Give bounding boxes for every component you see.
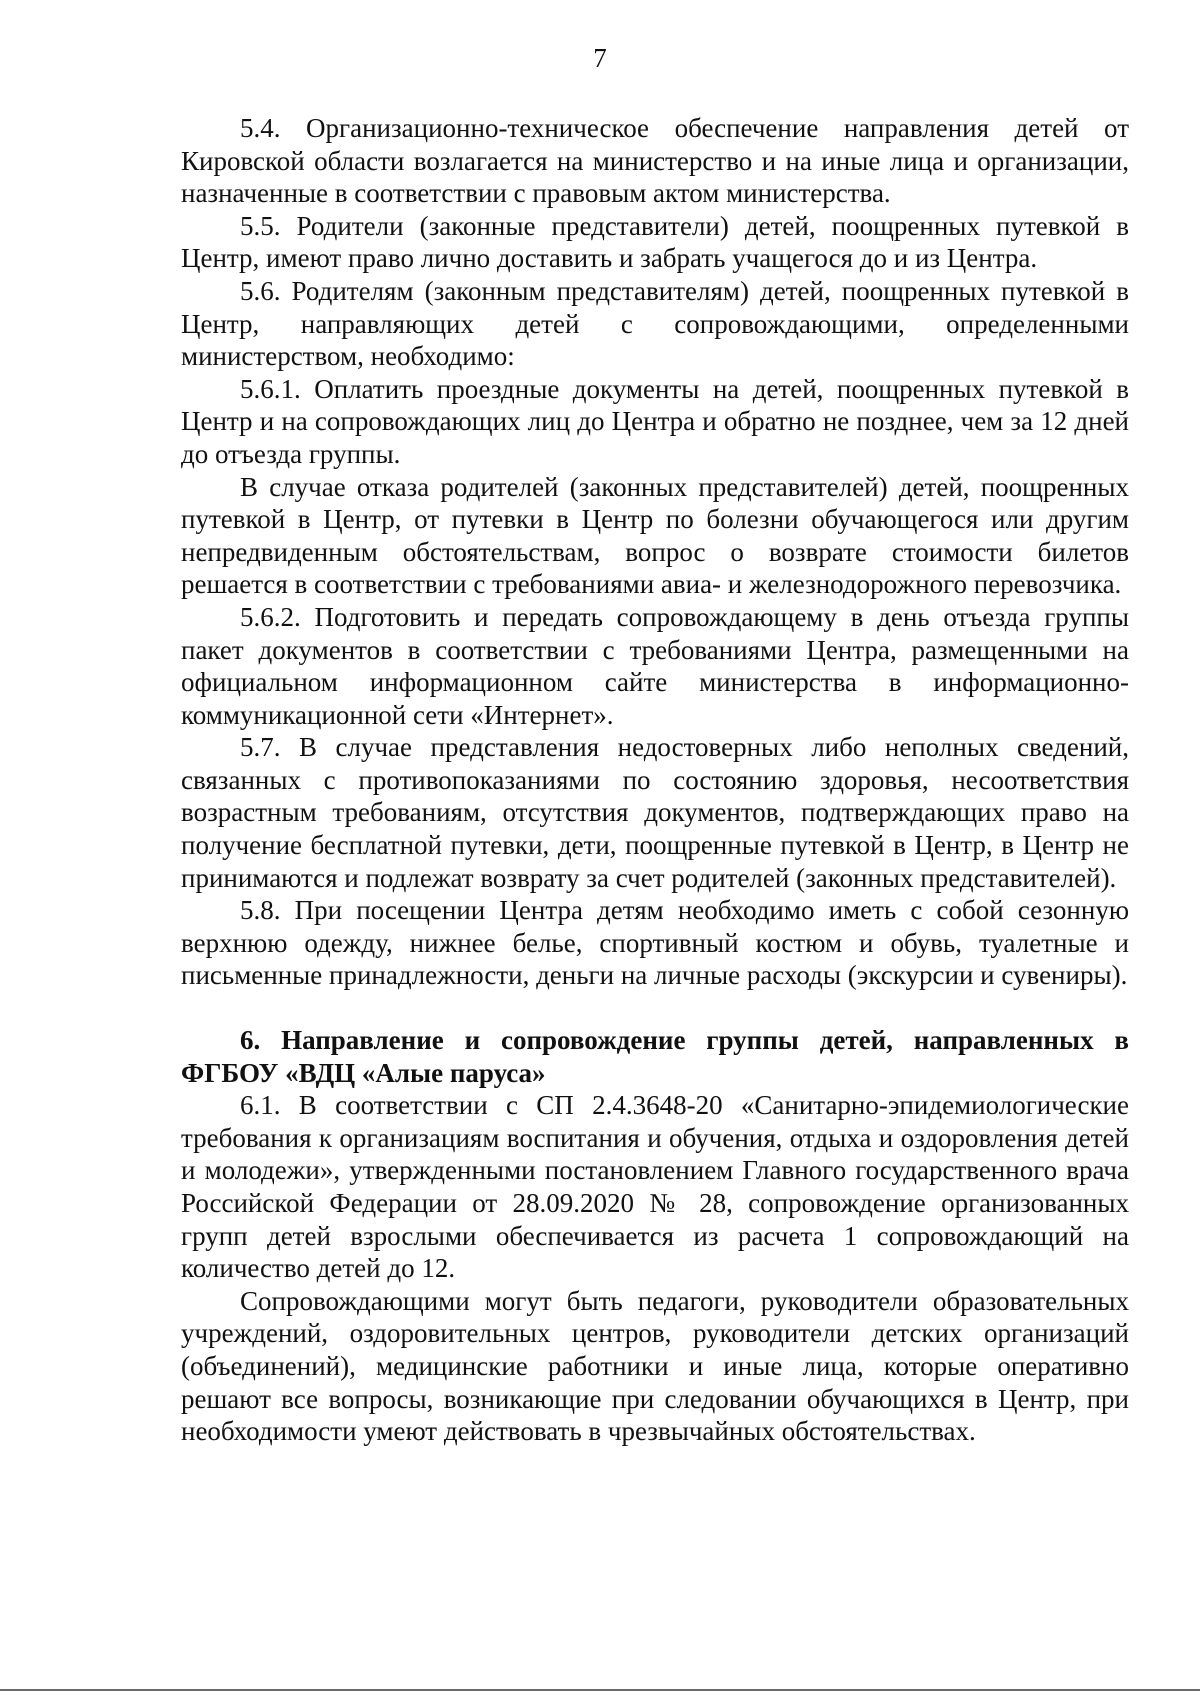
paragraph-6-1: 6.1. В соответствии с СП 2.4.3648-20 «Санитарно-эпидемиологические требования к организациям воспитания и обучения, отдыха и оздоровления детей и молодежи», утвержденными постановлением Главного государственного врача Российской Федерации от 28.09.2020 № 28, сопровождение организованных групп детей взрослыми обеспечивается из расчета 1 сопровождающий на количество детей до 12. — [181, 1090, 1129, 1284]
section-6-heading: 6. Направление и сопровождение группы детей, направленных в ФГБОУ «ВДЦ «Алые паруса» — [181, 1025, 1129, 1088]
document-body — [181, 112, 1129, 1448]
paragraph-escorts: Сопровождающими могут быть педагоги, руководители образовательных учреждений, оздоровительных центров, руководители детских организаций (объединений), медицинские работники и иные лица, которые оперативно решают все вопросы, возникающие при следовании обучающихся в Центр, при необходимости умеют действовать в чрезвычайных обстоятельствах. — [181, 1285, 1129, 1447]
paragraph-5-6-1: 5.6.1. Оплатить проездные документы на детей, поощренных путевкой в Центр и на сопровождающих лиц до Центра и обратно не позднее, чем за 12 дней до отъезда группы. — [181, 373, 1129, 469]
paragraph-5-6-2: 5.6.2. Подготовить и передать сопровождающему в день отъезда группы пакет документов в соответствии с требованиями Центра, размещенными на официальном информационном сайте министерства в информационно-коммуникационной сети «Интернет». — [181, 601, 1129, 730]
page-number: 7 — [593, 43, 607, 73]
paragraph-5-7: 5.7. В случае представления недостоверных либо неполных сведений, связанных с противопоказаниями по состоянию здоровья, несоответствия возрастным требованиям, отсутствия документов, подтверждающих право на получение бесплатной путевки, дети, поощренные путевкой в Центр, в Центр не принимаются и подлежат возврату за счет родителей (законных представителей). — [181, 732, 1129, 893]
paragraph-5-6: 5.6. Родителям (законным представителям) детей, поощренных путевкой в Центр, направляющих детей с сопровождающими, определенными министерством, необходимо: — [181, 275, 1129, 372]
scan-edge-line — [0, 1689, 1200, 1691]
paragraph-refusal-case: В случае отказа родителей (законных представителей) детей, поощренных путевкой в Центр, от путевки в Центр по болезни обучающегося или другим непредвиденным обстоятельствам, вопрос о возврате стоимости билетов решается в соответствии с требованиями авиа- и железнодорожного перевозчика. — [181, 471, 1129, 600]
paragraph-5-5: 5.5. Родители (законные представители) детей, поощренных путевкой в Центр, имеют право лично доставить и забрать учащегося до и из Центра. — [181, 210, 1129, 274]
paragraph-5-4: 5.4. Организационно-техническое обеспечение направления детей от Кировской области возлагается на министерство и на иные лица и организации, назначенные в соответствии с правовым актом министерства. — [181, 113, 1129, 209]
paragraph-5-8: 5.8. При посещении Центра детям необходимо иметь с собой сезонную верхнюю одежду, нижнее белье, спортивный костюм и обувь, туалетные и письменные принадлежности, деньги на личные расходы (экскурсии и сувениры). — [181, 895, 1129, 991]
